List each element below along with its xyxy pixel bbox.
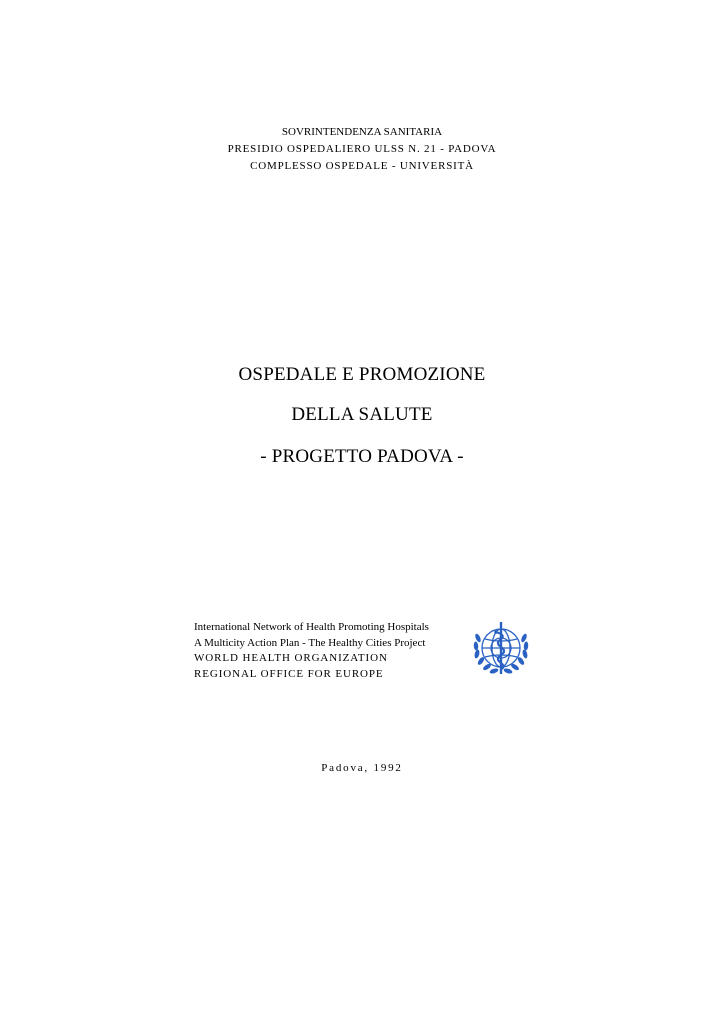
network-line-4: REGIONAL OFFICE FOR EUROPE <box>194 667 384 680</box>
network-line-2: A Multicity Action Plan - The Healthy Cities Project <box>194 636 426 649</box>
document-title-line-3: - PROGETTO PADOVA - <box>260 446 464 467</box>
header-line-2: PRESIDIO OSPEDALIERO ULSS N. 21 - PADOVA <box>227 143 497 155</box>
header-line-3: COMPLESSO OSPEDALE - UNIVERSITÀ <box>250 160 474 172</box>
document-title-line-1: OSPEDALE E PROMOZIONE <box>238 364 486 385</box>
institution-header <box>0 124 724 175</box>
network-line-1: International Network of Health Promoting Hospitals <box>194 621 429 633</box>
header-line-1: SOVRINTENDENZA SANITARIA <box>281 126 443 138</box>
network-line-3: WORLD HEALTH ORGANIZATION <box>194 652 388 664</box>
document-title-line-2: DELLA SALUTE <box>291 404 433 425</box>
who-emblem-icon <box>468 618 534 684</box>
network-block <box>194 620 429 682</box>
place-date: Padova, 1992 <box>321 762 403 774</box>
